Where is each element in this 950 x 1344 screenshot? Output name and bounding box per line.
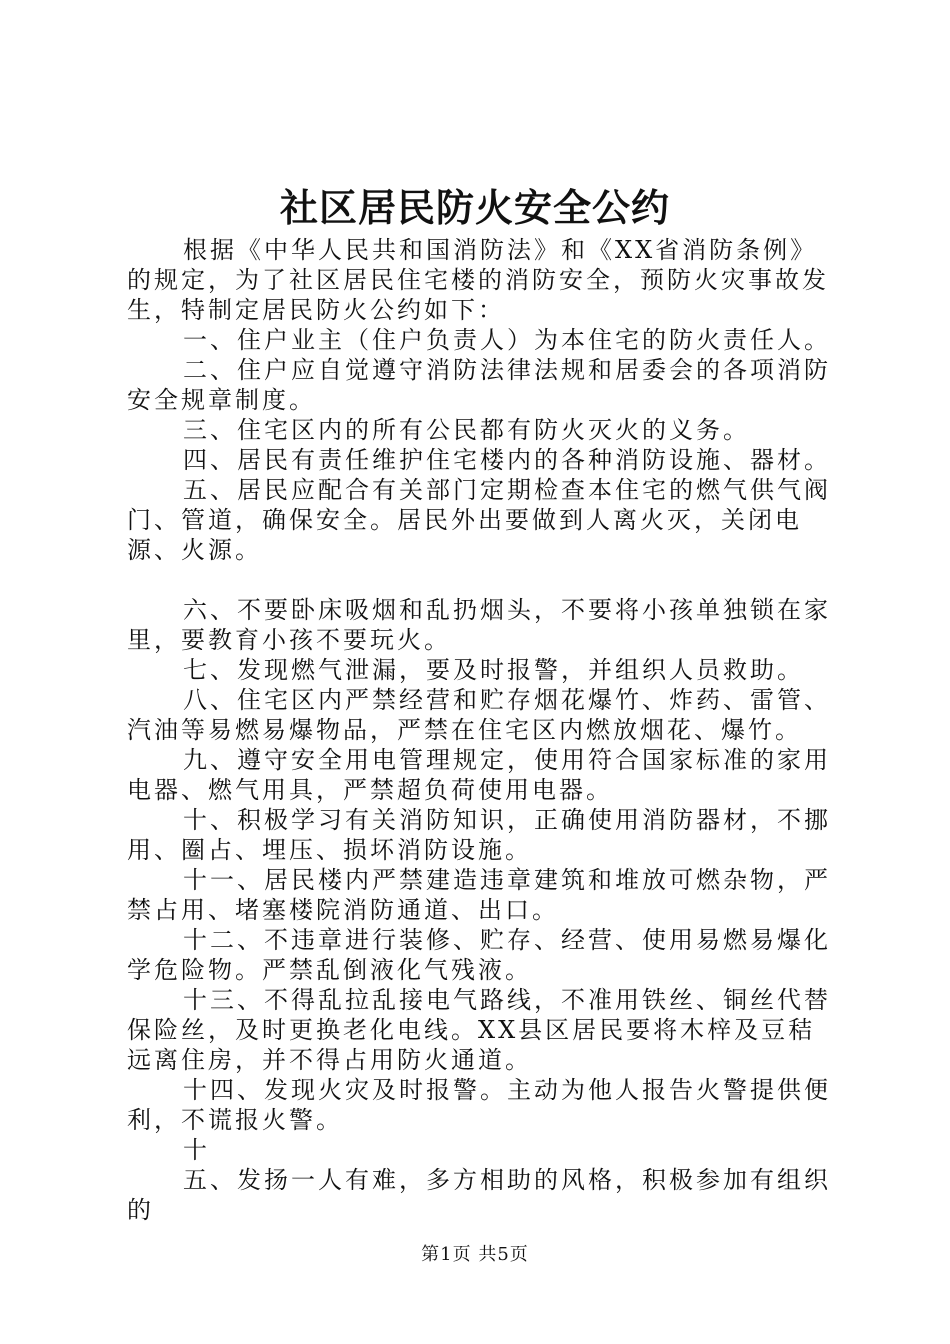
- clause-2: 二、住户应自觉遵守消防法律法规和居委会的各项消防安全规章制度。: [127, 356, 831, 414]
- paragraph-gap: [127, 565, 839, 595]
- clause-13: 十三、不得乱拉乱接电气路线，不准用铁丝、铜丝代替保险丝，及时更换老化电线。XX县区居民要将木梓及豆秸远离住房，并不得占用防火通道。: [127, 986, 831, 1074]
- clause-15: 五、发扬一人有难，多方相助的风格，积极参加有组织的: [127, 1166, 831, 1224]
- clause-1: 一、住户业主（住户负责人）为本住宅的防火责任人。: [183, 326, 831, 354]
- clause-4: 四、居民有责任维护住宅楼内的各种消防设施、器材。: [183, 446, 831, 474]
- clause-10: 十、积极学习有关消防知识，正确使用消防器材，不挪用、圈占、埋压、损坏消防设施。: [127, 806, 831, 864]
- clause-7: 七、发现燃气泄漏，要及时报警，并组织人员救助。: [183, 656, 804, 684]
- intro-paragraph: 根据《中华人民共和国消防法》和《XX省消防条例》的规定，为了社区居民住宅楼的消防安全，预防火灾事故发生，特制定居民防火公约如下：: [127, 236, 829, 324]
- page-footer: 第1页 共5页: [421, 1244, 529, 1265]
- clause-12: 十二、不违章进行装修、贮存、经营、使用易燃易爆化学危险物。严禁乱倒液化气残液。: [127, 926, 831, 984]
- clause-15-number: 十: [183, 1136, 210, 1164]
- document-body: [127, 235, 839, 1225]
- clause-11: 十一、居民楼内严禁建造违章建筑和堆放可燃杂物，严禁占用、堵塞楼院消防通道、出口。: [127, 866, 831, 924]
- clause-6: 六、不要卧床吸烟和乱扔烟头，不要将小孩单独锁在家里，要教育小孩不要玩火。: [127, 596, 831, 654]
- document-title: 社区居民防火安全公约: [279, 185, 670, 230]
- clause-9: 九、遵守安全用电管理规定，使用符合国家标准的家用电器、燃气用具，严禁超负荷使用电器。: [127, 746, 831, 804]
- clause-3: 三、住宅区内的所有公民都有防火灭火的义务。: [183, 416, 750, 444]
- clause-14: 十四、发现火灾及时报警。主动为他人报告火警提供便利，不谎报火警。: [127, 1076, 831, 1134]
- clause-5: 五、居民应配合有关部门定期检查本住宅的燃气供气阀门、管道，确保安全。居民外出要做到人离火灭，关闭电源、火源。: [127, 476, 831, 564]
- clause-8: 八、住宅区内严禁经营和贮存烟花爆竹、炸药、雷管、汽油等易燃易爆物品，严禁在住宅区内燃放烟花、爆竹。: [127, 686, 831, 744]
